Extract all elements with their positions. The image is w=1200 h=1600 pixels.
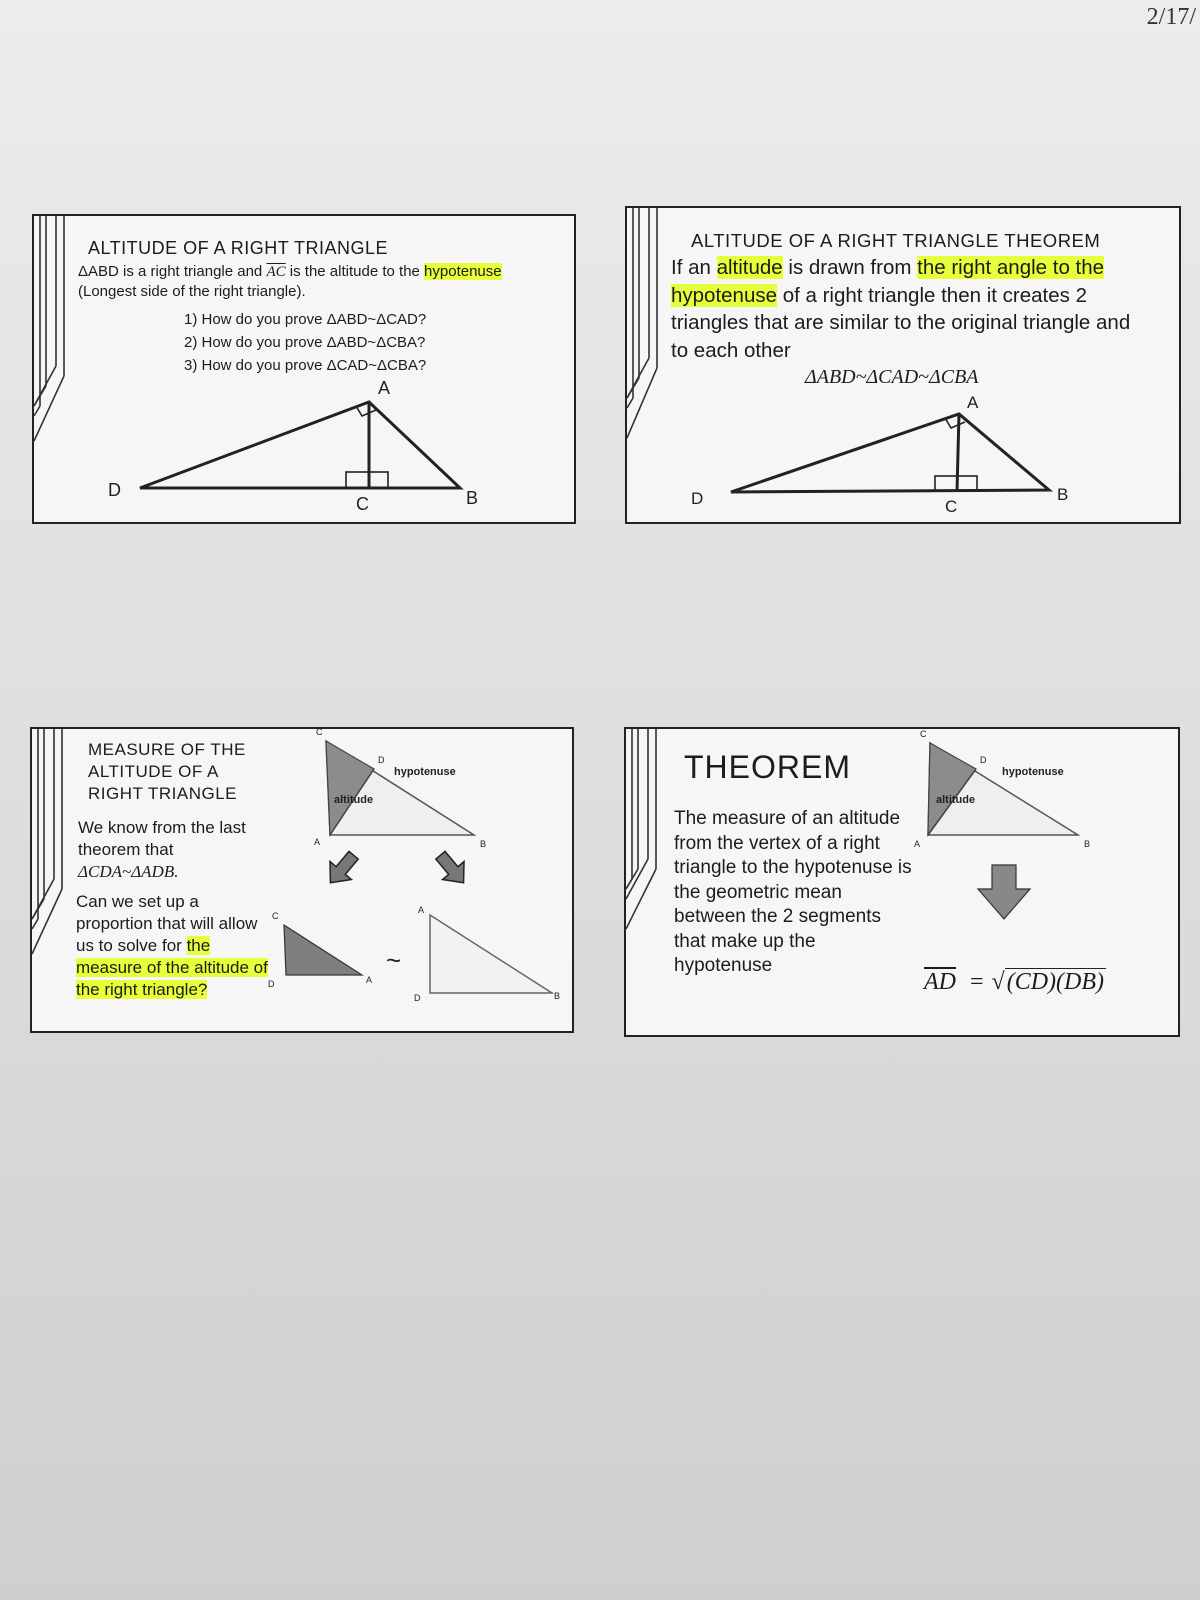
slide-title: ALTITUDE OF A RIGHT TRIANGLE	[88, 238, 389, 258]
question-list	[184, 308, 426, 377]
altitude-figure	[910, 729, 1178, 959]
statement-part: If an	[671, 256, 717, 279]
date-stamp: 2/17/	[1146, 4, 1196, 30]
question-paragraph	[76, 891, 276, 1001]
small-label-c: C	[272, 911, 279, 921]
small-label-d: D	[268, 979, 275, 989]
recap-text: We know from the last theorem that	[78, 818, 246, 859]
triangle-diagram	[691, 396, 1111, 516]
geometric-mean-formula	[924, 969, 1106, 996]
arrow-down-icon	[978, 865, 1030, 919]
large-label-d: D	[414, 993, 421, 1003]
recap-formula: ΔCDA~ΔADB.	[78, 862, 179, 881]
slide-border-decoration	[32, 729, 76, 1031]
right-angle-mark-c	[346, 472, 388, 488]
small-label-a: A	[366, 975, 373, 985]
slide-geometric-mean-theorem	[624, 727, 1180, 1037]
highlighted-right-angle-to-hypotenuse: the right angle to the hypotenuse	[671, 256, 1105, 307]
small-triangle-cda	[284, 925, 362, 975]
label-hypotenuse: hypotenuse	[394, 766, 456, 778]
similarity-formula: ΔABD~ΔCAD~ΔCBA	[805, 366, 979, 388]
vertex-label-d: D	[108, 480, 121, 500]
recap-paragraph	[78, 817, 278, 883]
statement-part: is drawn from	[782, 256, 918, 279]
formula-lhs-ad: $\overline{AD}$	[924, 969, 956, 995]
intro-note: (Longest side of the right triangle).	[78, 283, 306, 300]
label-a: A	[314, 837, 321, 847]
slide-title: MEASURE OF THE ALTITUDE OF A RIGHT TRIANGLE	[88, 740, 246, 803]
highlighted-altitude: altitude	[716, 256, 783, 279]
large-label-b: B	[554, 991, 561, 1001]
vertex-label-b: B	[466, 488, 479, 508]
triangle-diagram	[94, 374, 494, 514]
vertex-label-a: A	[967, 396, 979, 412]
formula-rhs: (CD)(DB)	[1006, 969, 1105, 995]
question-item: 2) How do you prove ΔABD~ΔCBA?	[184, 334, 426, 351]
slide-intro-text	[78, 262, 558, 301]
slide-measure-of-altitude	[30, 727, 574, 1033]
highlighted-hypotenuse: hypotenuse	[424, 263, 502, 280]
similar-sign: ~	[386, 945, 402, 975]
label-a: A	[914, 839, 921, 849]
intro-part: ΔABD is a right triangle and	[78, 263, 267, 280]
triangle-abd	[140, 402, 460, 488]
label-hypotenuse: hypotenuse	[1002, 766, 1064, 778]
right-angle-mark-a	[945, 418, 965, 428]
theorem-statement	[671, 254, 1151, 364]
slide-border-decoration	[627, 208, 671, 522]
label-c: C	[316, 729, 323, 737]
square-root-symbol: √	[991, 969, 1005, 995]
vertex-label-b: B	[1057, 485, 1069, 504]
question-text: Can we set up a proportion that will allow us to solve for	[76, 892, 258, 955]
slide-title: ALTITUDE OF A RIGHT TRIANGLE THEOREM	[691, 230, 1101, 251]
highlighted-question: the measure of the altitude of the right triangle?	[76, 936, 268, 999]
arrow-down-left-icon	[320, 846, 365, 892]
formula-equals: =	[970, 969, 984, 995]
segment-ac: $\overline{AC}$	[266, 264, 286, 280]
slide-altitude-of-right-triangle	[32, 214, 576, 524]
large-label-a: A	[418, 905, 425, 915]
arrow-down-right-icon	[430, 846, 475, 892]
label-altitude: altitude	[936, 794, 976, 806]
label-b: B	[1084, 839, 1091, 849]
label-c: C	[920, 729, 927, 739]
altitude-split-figure	[262, 729, 572, 1031]
vertex-label-c: C	[356, 494, 369, 514]
theorem-statement: The measure of an altitude from the vertex of a right triangle to the hypotenuse is the geometric mean between the 2 segments that make up the hypotenuse	[674, 808, 912, 976]
vertex-label-a: A	[378, 378, 391, 398]
slide-border-decoration	[626, 729, 670, 1035]
label-d: D	[378, 755, 385, 765]
slide-border-decoration	[34, 216, 78, 522]
label-b: B	[480, 839, 487, 849]
slide-altitude-theorem	[625, 206, 1181, 524]
question-item: 1) How do you prove ΔABD~ΔCAD?	[184, 311, 427, 328]
triangle-abd	[731, 414, 1049, 492]
intro-part: is the altitude to the	[285, 263, 425, 280]
label-d: D	[980, 755, 987, 765]
slide-title: THEOREM	[684, 749, 851, 785]
label-altitude: altitude	[334, 794, 374, 806]
large-triangle-adb	[430, 915, 552, 993]
question-item: 3) How do you prove ΔCAD~ΔCBA?	[184, 357, 427, 374]
vertex-label-d: D	[691, 489, 704, 508]
statement-part: of a right triangle then it creates 2 triangles that are similar to the original triangle and to each other	[671, 283, 1131, 362]
vertex-label-c: C	[945, 497, 958, 516]
